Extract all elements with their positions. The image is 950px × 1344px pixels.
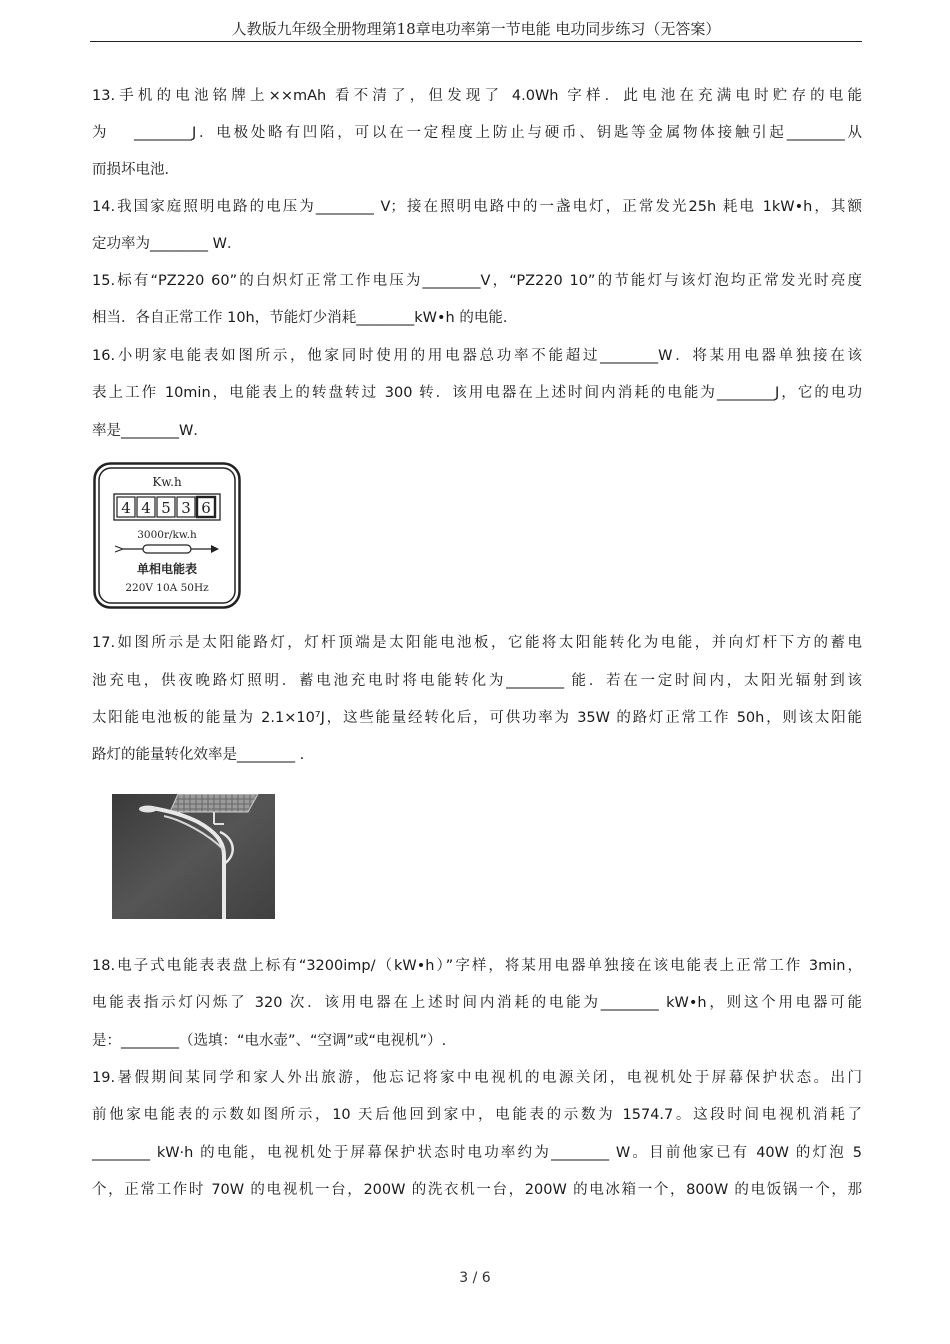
question-19-line-3: ________ kW·h 的电能，电视机处于屏幕保护状态时电功率约为________ W。目前他家已有 40W 的灯泡 5: [92, 1145, 862, 1161]
question-15-line-2: 相当．各自正常工作 10h，节能灯少消耗________kW•h 的电能．: [92, 310, 518, 326]
meter-constant-label: 3000r/kw.h: [137, 529, 197, 541]
meter-disc-indicator: [115, 545, 219, 553]
question-14-line-2: 定功率为________ W．: [92, 236, 242, 252]
question-14-line-1: 14.我国家庭照明电路的电压为________ V；接在照明电路中的一盏电灯，正常发光25h 耗电 1kW•h，其额: [92, 199, 862, 215]
question-18-line-3: 是：________（选填：“电水壶”、“空调”或“电视机”）.: [92, 1033, 447, 1049]
question-17-line-3: 太阳能电池板的能量为 2.1×10⁷J，这些能量经转化后，可供功率为 35W 的路灯正常工作 50h，则该太阳能: [92, 710, 862, 726]
question-13-line-1: 13.手机的电池铭牌上××mAh 看不清了，但发现了 4.0Wh 字样．此电池在充满电时贮存的电能: [92, 88, 862, 104]
question-16-line-2: 表上工作 10min，电能表上的转盘转过 300 转．该用电器在上述时间内消耗的电能为________J，它的电功: [92, 385, 862, 401]
question-18-line-1: 18.电子式电能表表盘上标有“3200imp/（kW•h）”字样，将某用电器单独接在该电能表上正常工作 3min，: [92, 958, 862, 974]
meter-digit-1: 4: [121, 499, 131, 517]
solar-street-lamp-image: [112, 794, 275, 919]
meter-unit-label: Kw.h: [152, 475, 182, 489]
question-19-line-2: 前他家电能表的示数如图所示，10 天后他回到家中，电能表的示数为 1574.7。这段时间电视机消耗了: [92, 1107, 862, 1123]
meter-name-label: 单相电能表: [136, 562, 198, 576]
question-13-line-2: 为 ________J．电极处略有凹陷，可以在一定程度上防止与硬币、钥匙等金属物体接触引起________从: [92, 125, 862, 141]
question-18-line-2: 电能表指示灯闪烁了 320 次．该用电器在上述时间内消耗的电能为________ kW•h，则这个用电器可能: [92, 995, 862, 1011]
meter-digit-4: 3: [181, 499, 191, 517]
meter-digits: [117, 497, 215, 517]
electricity-meter-figure: [93, 462, 241, 609]
header-divider: [90, 41, 862, 42]
question-17-line-2: 池充电，供夜晚路灯照明．蓄电池充电时将电能转化为________ 能．若在一定时间内，太阳光辐射到该: [92, 673, 862, 689]
question-15-line-1: 15.标有“PZ220 60”的白炽灯正常工作电压为________V，“PZ220 10”的节能灯与该灯泡均正常发光时亮度: [92, 273, 862, 289]
question-17-line-4: 路灯的能量转化效率是________ .: [92, 747, 305, 763]
page-number: 3 / 6: [459, 1270, 491, 1286]
meter-digit-2: 4: [141, 499, 151, 517]
meter-rating-label: 220V 10A 50Hz: [125, 582, 209, 594]
question-19-line-1: 19.暑假期间某同学和家人外出旅游，他忘记将家中电视机的电源关闭，电视机处于屏幕保护状态。出门: [92, 1070, 862, 1086]
question-13-line-3: 而损坏电池．: [92, 162, 179, 178]
question-17-line-1: 17.如图所示是太阳能路灯，灯杆顶端是太阳能电池板，它能将太阳能转化为电能，并向灯杆下方的蓄电: [92, 635, 862, 651]
page-header: 人教版九年级全册物理第18章电功率第一节电能 电功同步练习（无答案）: [231, 20, 721, 38]
meter-digit-5: 6: [201, 499, 211, 517]
question-19-line-4: 个，正常工作时 70W 的电视机一台，200W 的洗衣机一台，200W 的电冰箱一个，800W 的电饭锅一个，那: [92, 1182, 862, 1198]
meter-digit-3: 5: [161, 499, 171, 517]
question-16-line-3: 率是________W．: [92, 423, 208, 439]
question-16-line-1: 16.小明家电能表如图所示，他家同时使用的用电器总功率不能超过________W．将某用电器单独接在该: [92, 348, 862, 364]
